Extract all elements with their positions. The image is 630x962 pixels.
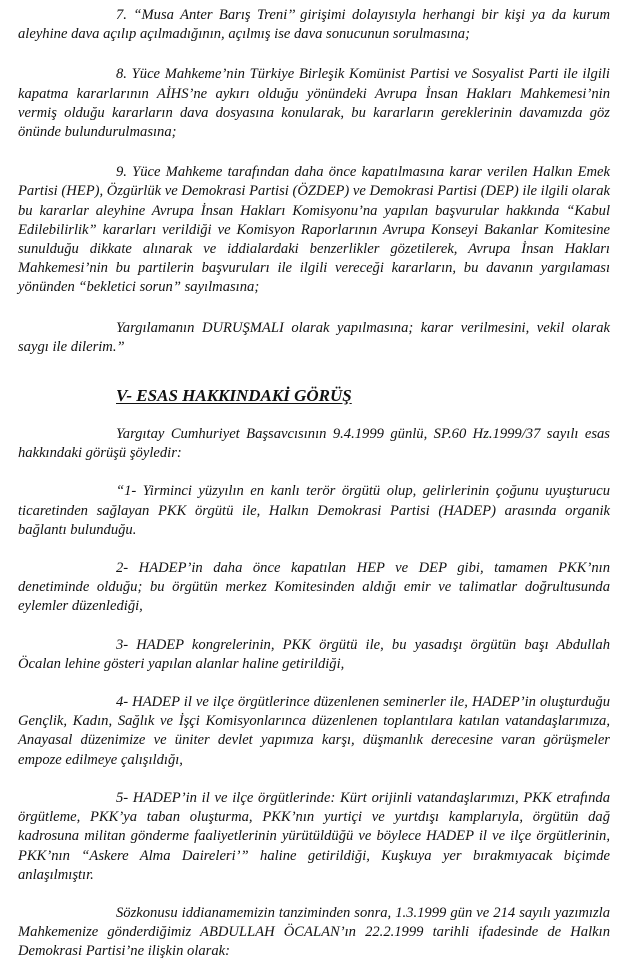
intro-paragraph: Yargıtay Cumhuriyet Başsavcısının 9.4.1999 günlü, SP.60 Hz.1999/37 sayılı esas hakkındaki görüşü şöyledir: (18, 426, 610, 462)
section-heading: V- ESAS HAKKINDAKİ GÖRÜŞ (116, 386, 352, 406)
paragraph-closing-request: Yargılamanın DURUŞMALI olarak yapılmasına; karar verilmesini, vekil olarak saygı ile dilerim.” (18, 319, 610, 355)
paragraph-7: 7. “Musa Anter Barış Treni’’ girişimi dolayısıyla herhangi bir kişi ya da kurum aleyhine dava açılıp açılmadığının, açılmış ise dava sonucunun sorulmasına; (18, 7, 610, 43)
paragraph-8: 8. Yüce Mahkeme’nin Türkiye Birleşik Komünist Partisi ve Sosyalist Parti ile ilgili kapatma kararlarının AİHS’ne aykırı olduğu yönündeki Avrupa İnsan Hakları Mahkemesi’nin vermiş olduğu kararların dava dosyasına konularak, bu kararların gereklerinin davamızda göz önünde bulundurulmasına; (18, 66, 610, 141)
document-page (18, 6, 610, 962)
paragraph-9: 9. Yüce Mahkeme tarafından daha önce kapatılmasına karar verilen Halkın Emek Partisi (HEP), Özgürlük ve Demokrasi Partisi (ÖZDEP) ve Demokrasi Partisi (DEP) ile ilgili olarak bu kararlar aleyhine Avrupa İnsan Hakları Komisyonu’na yapılan başvurular hakkında “Kabul Edilebilirlik” kararları verildiği ve Komisyon Raporlarının Avrupa Konseyi Bakanlar Komitesine sunulduğu dikkate alınarak ve iddialardaki benzerlikler gözetilerek, Avrupa İnsan Hakları Mahkemesi’nin bu partilerin başvuruları ile ilgili vereceği kararların, bu davanın yargılaması yönünden “bekletici sorun” sayılmasına; (18, 164, 610, 296)
opinion-item-3: 3- HADEP kongrelerinin, PKK örgütü ile, bu yasadışı örgütün başı Abdullah Öcalan lehine gösteri yapılan alanlar haline getirildiği, (18, 636, 610, 672)
opinion-item-2: 2- HADEP’in daha önce kapatılan HEP ve DEP gibi, tamamen PKK’nın denetiminde olduğu; bu örgütün merkez Komitesinden aldığı emir ve talimatlar doğrultusunda eylemler düzenlediği, (18, 560, 610, 615)
opinion-item-1: “1- Yirminci yüzyılın en kanlı terör örgütü olup, gelirlerinin çoğunu uyuşturucu ticaretinden sağlayan PKK örgütü ile, Halkın Demokrasi Partisi (HADEP) arasında organik bağlantı bulunduğu. (18, 483, 610, 538)
opinion-item-4: 4- HADEP il ve ilçe örgütlerince düzenlenen seminerler ile, HADEP’in oluşturduğu Gençlik, Kadın, Sağlık ve İşçi Komisyonlarınca düzenlenen toplantılara katılan vatandaşlarımıza, Anayasal düzenimize ve üniter devlet yapımıza karşı, düşmanlık derecesine varan görüşmeler empoze edilmeye çalışıldığı, (18, 694, 610, 768)
closing-paragraph: Sözkonusu iddianamemizin tanziminden sonra, 1.3.1999 gün ve 214 sayılı yazımızla Mahkemenize gönderdiğimiz ABDULLAH ÖCALAN’ın 22.2.1999 tarihli ifadesinde de Halkın Demokrasi Partisi’ne ilişkin olarak: (18, 904, 610, 960)
opinion-item-5: 5- HADEP’in il ve ilçe örgütlerinde: Kürt orijinli vatandaşlarımızı, PKK etrafında örgütleme, PKK’ya taban oluşturma, PKK’nın yurtiçi ve yurtdışı kamplarıyla, örgütün dağ kadrosuna militan gönderme faaliyetlerinin yürütüldüğü ve böylece HADEP il ve ilçe örgütlerinin, PKK’nın “Askere Alma Daireleri’” haline getirildiği, Kuşkuya yer bırakmıyacak biçimde anlaşılmıştır. (18, 789, 610, 883)
